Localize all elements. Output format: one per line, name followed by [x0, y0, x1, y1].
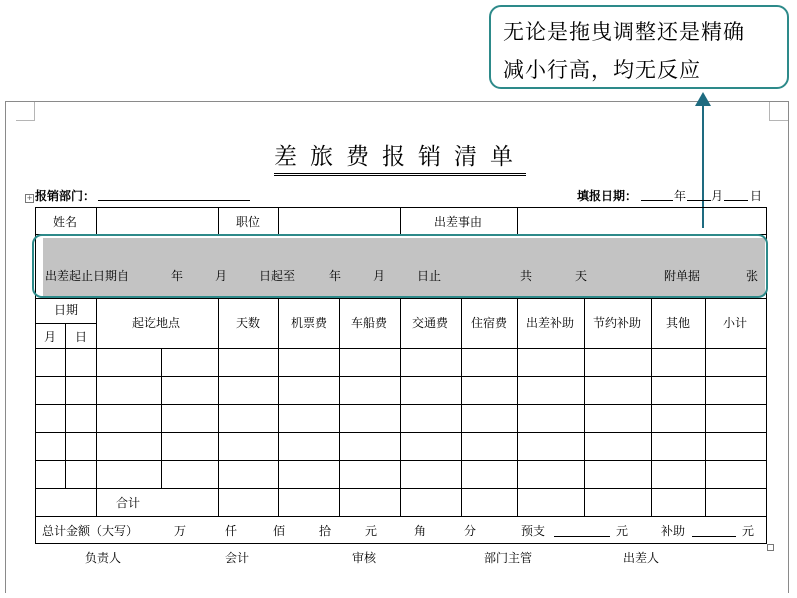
- callout-arrow-line: [702, 104, 704, 228]
- attach-label: 附单据: [664, 269, 701, 283]
- annotation-callout: [489, 5, 789, 89]
- col-other: 其他: [666, 316, 691, 330]
- sign-leader: 负责人: [85, 551, 122, 565]
- trip-days-label: 天: [575, 269, 588, 283]
- callout-line-1: 无论是拖曳调整还是精确: [503, 20, 745, 44]
- sum-label: 合计: [116, 496, 141, 510]
- total-qian: 仟: [225, 524, 238, 538]
- fill-year-underline[interactable]: [641, 200, 673, 201]
- col-date: 日期: [54, 303, 79, 317]
- col-month: 月: [44, 330, 57, 344]
- trip-month1-label: 月: [215, 269, 228, 283]
- total-jiao: 角: [414, 524, 427, 538]
- col-place: 起讫地点: [132, 316, 181, 330]
- col-days-count: 天数: [236, 316, 261, 330]
- fill-month-underline[interactable]: [687, 200, 711, 201]
- trip-year2-label: 年: [329, 269, 342, 283]
- trip-month2-label: 月: [373, 269, 386, 283]
- fill-year-label: 年: [674, 189, 687, 203]
- total-yuan: 元: [365, 524, 378, 538]
- subsidy-yuan: 元: [742, 524, 755, 538]
- table-resize-handle-icon[interactable]: [767, 544, 774, 551]
- col-ticket: 机票费: [291, 316, 328, 330]
- callout-line-2: 减小行高，均无反应: [503, 58, 701, 82]
- corner-mark-tl: [16, 102, 35, 121]
- sheets-label: 张: [746, 269, 759, 283]
- trip-start-label: 出差起止日期自: [45, 269, 130, 283]
- sign-traveler: 出差人: [623, 551, 660, 565]
- name-label: 姓名: [53, 215, 78, 229]
- fill-date-label: 填报日期：: [577, 189, 638, 203]
- fill-day-underline[interactable]: [724, 200, 748, 201]
- sign-audit: 审核: [352, 551, 377, 565]
- total-bai: 佰: [273, 524, 286, 538]
- subsidy-label: 补助: [661, 524, 686, 538]
- advance-label: 预支: [521, 524, 546, 538]
- subsidy-underline[interactable]: [692, 536, 736, 537]
- trip-dayfrom-label: 日起至: [259, 269, 296, 283]
- trip-dayto-label: 日止: [417, 269, 442, 283]
- form-title[interactable]: 差旅费报销清单: [274, 143, 526, 176]
- total-shi: 拾: [319, 524, 332, 538]
- total-wan: 万: [174, 524, 187, 538]
- total-fen: 分: [464, 524, 477, 538]
- trip-total-label: 共: [520, 269, 533, 283]
- advance-yuan: 元: [616, 524, 629, 538]
- col-subtotal: 小计: [723, 316, 748, 330]
- position-label: 职位: [236, 215, 261, 229]
- advance-underline[interactable]: [554, 536, 610, 537]
- sign-accountant: 会计: [225, 551, 250, 565]
- sign-manager: 部门主管: [484, 551, 533, 565]
- dept-label: 报销部门：: [35, 189, 96, 203]
- callout-arrow-head-icon: [695, 92, 711, 106]
- trip-year1-label: 年: [171, 269, 184, 283]
- col-transport: 交通费: [412, 316, 449, 330]
- dept-underline[interactable]: [98, 200, 250, 201]
- col-allowance: 出差补助: [526, 316, 575, 330]
- row-highlight-frame: [32, 234, 768, 298]
- col-boat: 车船费: [351, 316, 388, 330]
- col-saving: 节约补助: [593, 316, 642, 330]
- corner-mark-tr: [769, 102, 788, 121]
- reason-label: 出差事由: [434, 215, 483, 229]
- col-hotel: 住宿费: [471, 316, 508, 330]
- table-move-handle-icon[interactable]: +: [26, 194, 33, 202]
- col-day: 日: [75, 330, 88, 344]
- fill-month-label: 月: [711, 189, 724, 203]
- fill-day-label: 日: [750, 189, 763, 203]
- total-label: 总计金额（大写）: [42, 524, 139, 538]
